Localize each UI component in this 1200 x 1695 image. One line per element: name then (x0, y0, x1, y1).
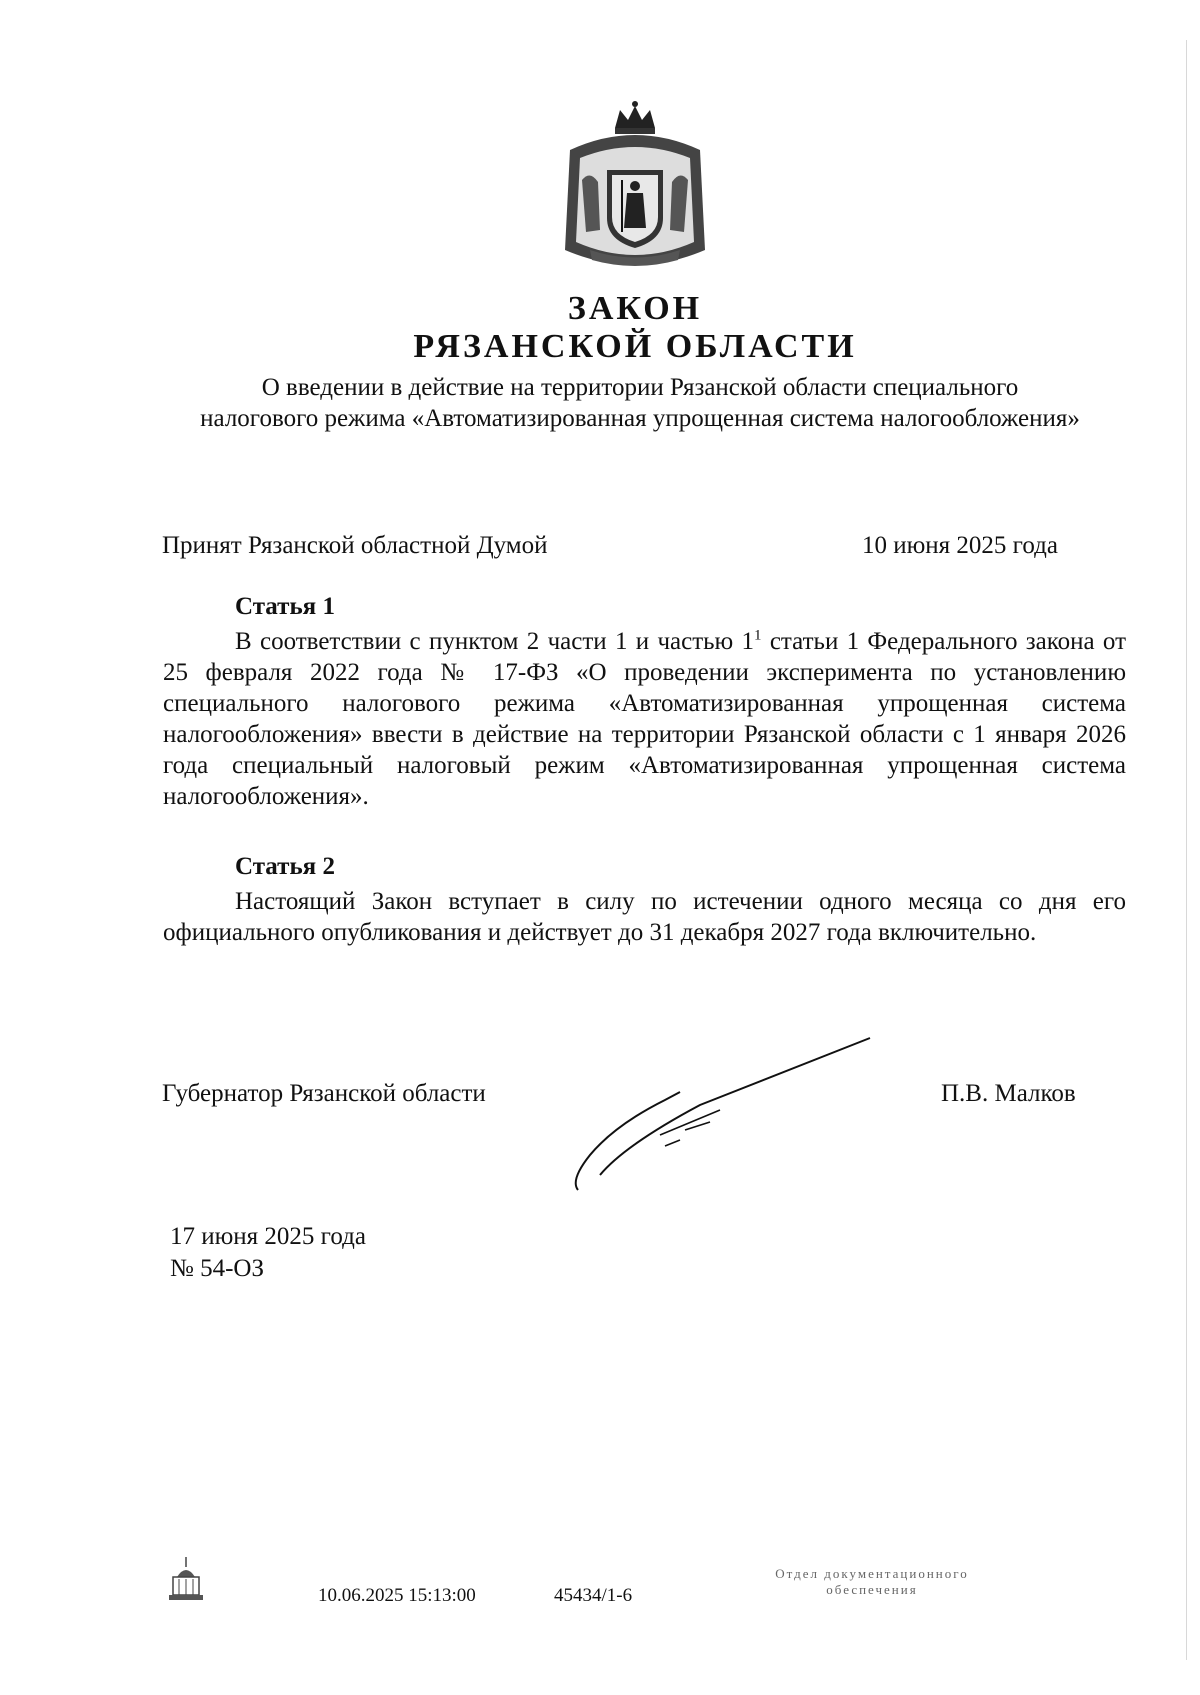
article-1-text-start: В соответствии с пунктом 2 части 1 и частью 1 (235, 628, 755, 655)
law-subtitle: О введении в действие на территории Рязанской области специального налогового режима «Автоматизированная упрощенная система налогообложения» (200, 374, 1080, 432)
law-number: № 54-ОЗ (170, 1255, 265, 1282)
region-title: РЯЗАНСКОЙ ОБЛАСТИ (413, 328, 857, 365)
page-margin-line (1186, 40, 1187, 1660)
adopted-date: 10 июня 2025 года (862, 532, 1058, 559)
registration-timestamp: 10.06.2025 15:13:00 (318, 1585, 476, 1606)
handwritten-signature (570, 1030, 890, 1200)
registration-code: 45434/1-6 (554, 1585, 633, 1606)
signatory-position: Губернатор Рязанской области (162, 1080, 486, 1107)
signing-date: 17 июня 2025 года (170, 1223, 366, 1250)
coat-of-arms-emblem (560, 100, 710, 272)
department-stamp (722, 1566, 1022, 1598)
stamp-line-1: Отдел документационного (775, 1566, 969, 1581)
signatory-name: П.В. Малков (941, 1080, 1076, 1107)
article-1-heading: Статья 1 (235, 593, 335, 620)
document-type-title: ЗАКОН (567, 290, 703, 327)
duma-building-icon (167, 1555, 205, 1605)
article-2-text: Настоящий Закон вступает в силу по истечении одного месяца со дня его официального опубликования и действует до 31 декабря 2027 года включительно. (163, 888, 1126, 946)
stamp-line-2: обеспечения (826, 1582, 918, 1597)
adopted-by: Принят Рязанской областной Думой (162, 532, 548, 559)
article-1-text (163, 626, 1126, 812)
article-1-text-rest: статьи 1 Федерального закона от 25 февраля 2022 года № 17-ФЗ «О проведении эксперимента по установлению специального налогового режима «Автоматизированная упрощенная система налогообложения» ввести в действие на территории Рязанской области с 1 января 2026 года специальный налоговый режим «Автоматизированная упрощенная система налогообложения». (163, 628, 1127, 810)
article-2-heading: Статья 2 (235, 853, 335, 880)
article-1-superscript: 1 (754, 627, 762, 644)
